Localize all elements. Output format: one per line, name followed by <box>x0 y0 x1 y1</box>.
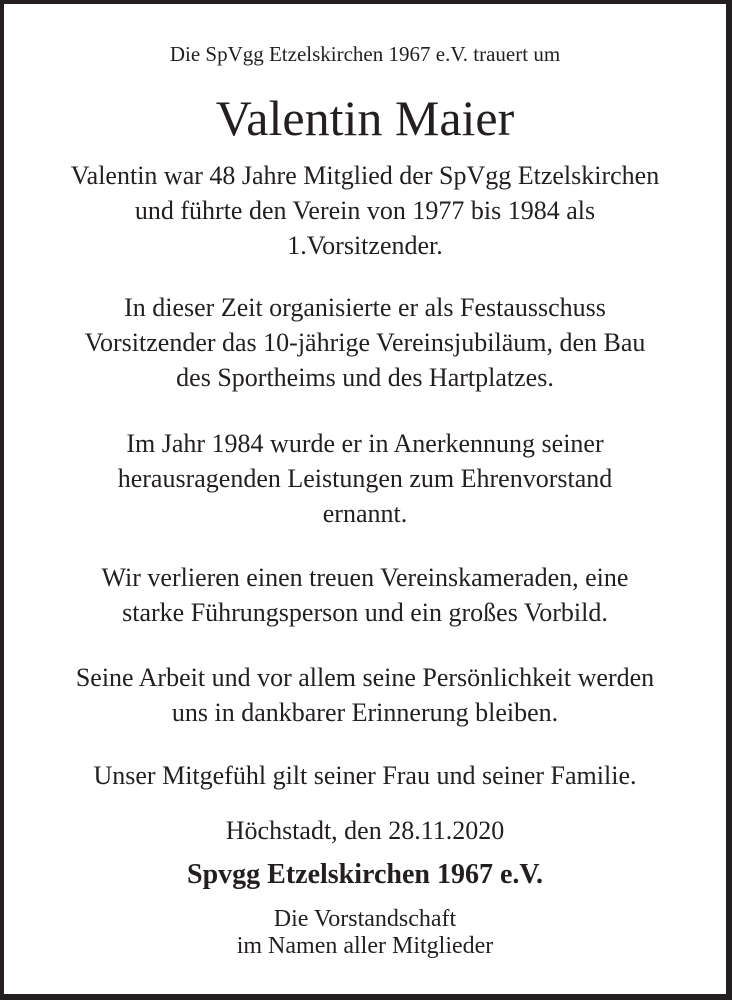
organization-name: Spvgg Etzelskirchen 1967 e.V. <box>187 859 543 890</box>
intro-line: Die SpVgg Etzelskirchen 1967 e.V. trauert um <box>169 42 561 66</box>
text-line: Vorsitzender das 10-jährige Vereinsjubiläum, den Bau <box>84 328 646 357</box>
text-line: herausragenden Leistungen zum Ehrenvorstand <box>117 464 613 493</box>
text-line: Valentin war 48 Jahre Mitglied der SpVgg Etzelskirchen <box>70 161 660 190</box>
deceased-name: Valentin Maier <box>215 90 515 146</box>
paragraph-honorary <box>4 426 726 531</box>
signature-line: im Namen aller Mitglieder <box>236 933 494 959</box>
text-line: Im Jahr 1984 wurde er in Anerkennung seiner <box>126 429 604 458</box>
text-line: In dieser Zeit organisierte er als Festausschuss <box>124 293 606 322</box>
place-date: Höchstadt, den 28.11.2020 <box>225 816 505 845</box>
text-line: ernannt. <box>322 499 408 528</box>
signature-line: Die Vorstandschaft <box>273 906 457 932</box>
paragraph-memory <box>4 660 726 730</box>
text-line: starke Führungsperson und ein großes Vorbild. <box>122 598 608 627</box>
text-line: uns in dankbarer Erinnerung bleiben. <box>171 698 559 727</box>
paragraph-condolence <box>4 758 726 793</box>
text-line: des Sportheims und des Hartplatzes. <box>176 363 554 392</box>
paragraph-achievements <box>4 290 726 395</box>
paragraph-membership <box>4 158 726 263</box>
text-line: und führte den Verein von 1977 bis 1984 als <box>134 196 596 225</box>
signature <box>4 906 726 960</box>
paragraph-loss <box>4 560 726 630</box>
text-line: Unser Mitgefühl gilt seiner Frau und seiner Familie. <box>93 761 637 790</box>
text-line: 1.Vorsitzender. <box>287 231 443 260</box>
text-line: Seine Arbeit und vor allem seine Persönlichkeit werden <box>75 663 655 692</box>
text-line: Wir verlieren einen treuen Vereinskameraden, eine <box>101 563 629 592</box>
